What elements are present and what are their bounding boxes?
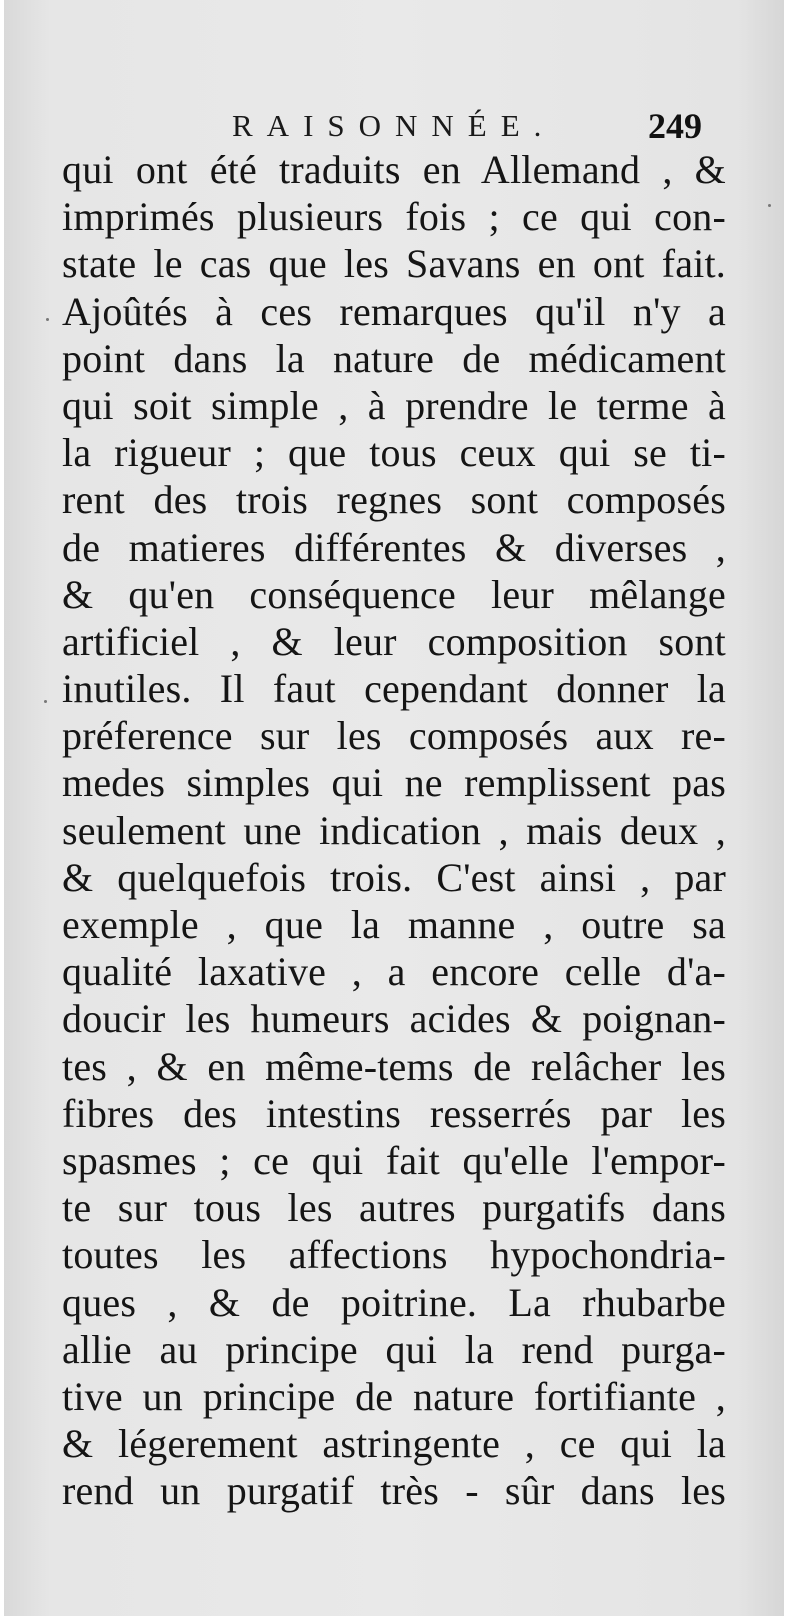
text-line: préference sur les composés aux re- [62, 713, 726, 759]
text-line: qui soit simple , à prendre le terme à [62, 382, 726, 428]
paper-speck [44, 700, 47, 703]
text-line: qui ont été traduits en Allemand , & [62, 147, 726, 192]
paper-speck [46, 318, 49, 321]
text-line: fibres des intestins resserrés par les [62, 1090, 726, 1136]
text-line: medes simples qui ne remplissent pas [62, 760, 726, 806]
text-line: & quelquefois trois. C'est ainsi , par [62, 854, 726, 900]
text-line: artificiel , & leur composition sont [62, 618, 726, 664]
text-line: qualité laxative , a encore celle d'a- [62, 949, 726, 995]
text-line: doucir les humeurs acides & poignan- [62, 996, 726, 1042]
book-page [4, 0, 784, 1616]
text-line: state le cas que les Savans en ont fait. [62, 241, 726, 287]
text-line: rend un purgatif très - sûr dans les [62, 1468, 726, 1514]
page-number: 249 [648, 106, 702, 146]
text-line: de matieres différentes & diverses , [62, 524, 726, 570]
text-line: & qu'en conséquence leur mêlange [62, 571, 726, 617]
page-header [4, 104, 784, 148]
text-line: & légerement astringente , ce qui la [62, 1421, 726, 1467]
text-line: point dans la nature de médicament [62, 335, 726, 381]
body-text [62, 146, 726, 1514]
text-line: spasmes ; ce qui fait qu'elle l'empor- [62, 1137, 726, 1183]
text-line: rent des trois regnes sont composés [62, 477, 726, 523]
text-line: la rigueur ; que tous ceux qui se ti- [62, 430, 726, 476]
text-line: seulement une indication , mais deux , [62, 807, 726, 853]
text-line: Ajoûtés à ces remarques qu'il n'y a [62, 288, 726, 334]
text-line: tive un principe de nature fortifiante , [62, 1373, 726, 1419]
paper-speck [768, 204, 771, 207]
text-line: allie au principe qui la rend purga- [62, 1326, 726, 1372]
text-line: imprimés plusieurs fois ; ce qui con- [62, 194, 726, 240]
text-line: te sur tous les autres purgatifs dans [62, 1185, 726, 1231]
text-line: exemple , que la manne , outre sa [62, 902, 726, 947]
text-line: toutes les affections hypochondria- [62, 1232, 726, 1278]
text-line: tes , & en même-tems de relâcher les [62, 1043, 726, 1089]
running-title: RAISONNÉE. [232, 108, 556, 143]
text-line: ques , & de poitrine. La rhubarbe [62, 1279, 726, 1325]
text-line: inutiles. Il faut cependant donner la [62, 666, 726, 712]
